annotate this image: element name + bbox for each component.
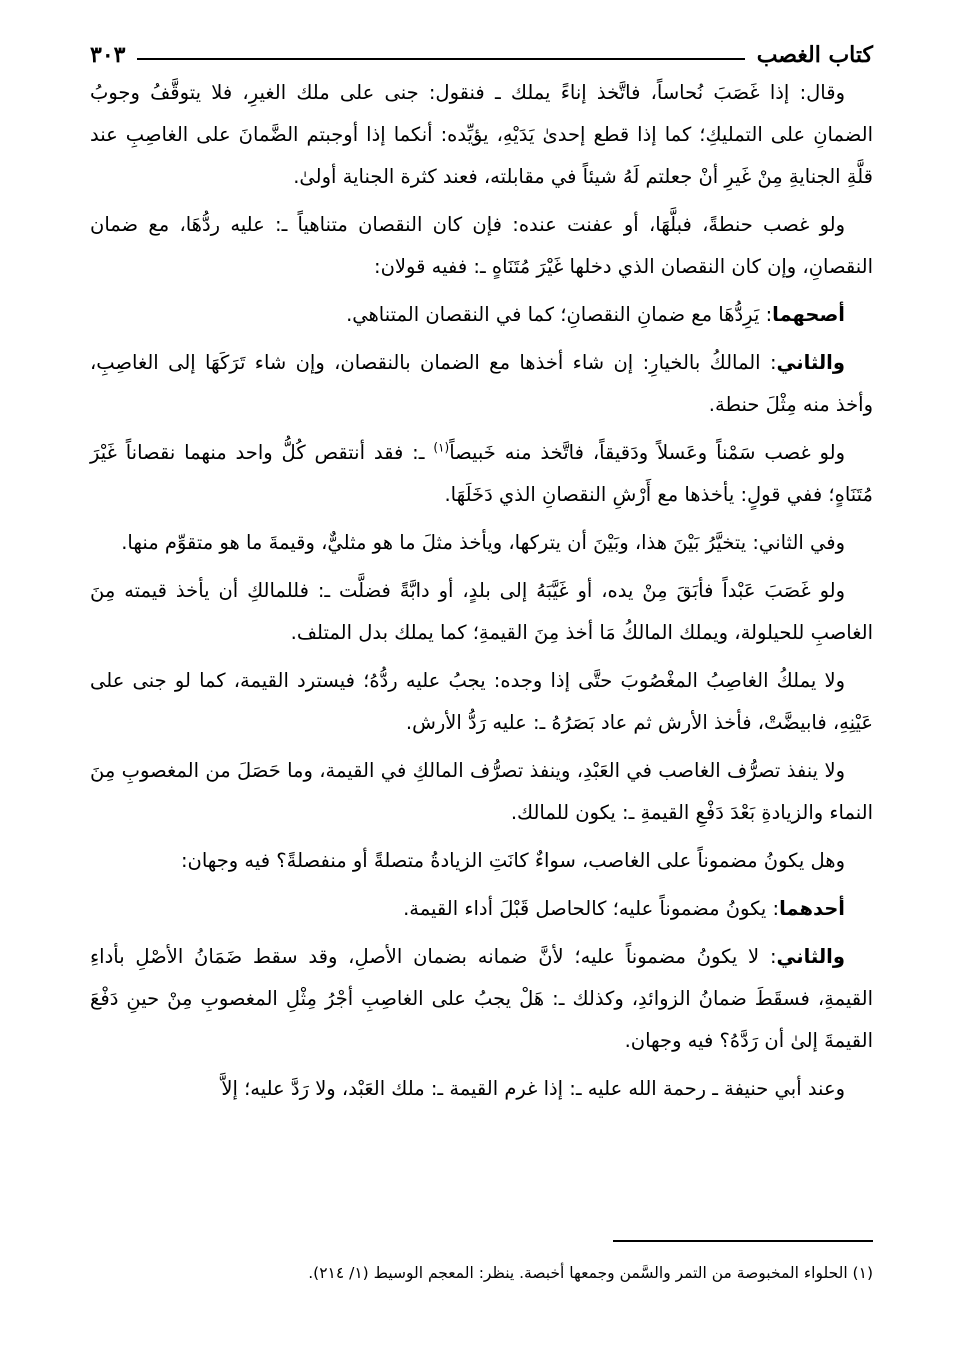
page-number: ٣٠٣ <box>90 42 126 68</box>
paragraph-text: ولو غصب حنطةً، فبلَّهَا، أو عفنت عنده: فإن كان النقصان متناهياً ـ: عليه ردُّهَا، مع ضمان النقصانِ، وإن كان النقصان الذي دخلها غَيْرَ مُتَنَاهٍ ـ: ففيه قولان: <box>90 213 873 278</box>
paragraph-2 <box>90 204 873 288</box>
footnote-marker[interactable]: (١) <box>433 440 450 455</box>
paragraph-text: ولو غصب سَمْناً وعَسلاً ودَقيقاً، فاتَّخذ منه خَبيصاً <box>449 441 845 464</box>
paragraph-6 <box>90 522 873 564</box>
paragraph-text: : يَرِدُّهَا مع ضمانِ النقصانِ؛ كما في النقصان المتناهي. <box>346 303 773 326</box>
header-rule <box>137 58 744 60</box>
paragraph-9 <box>90 750 873 834</box>
paragraph-text-continued: ـ: فقد أنتقص كُلُّ واحد منهما نقصاناً غَيْرَ مُتَنَاهٍ؛ ففي قولٍ: يأخذها مع أَرْشِ النقصانِ الذي دَخَلَهَا. <box>90 441 873 506</box>
paragraph-lead: والثاني <box>776 945 845 968</box>
paragraph-3 <box>90 294 873 336</box>
paragraph-7 <box>90 570 873 654</box>
paragraph-1 <box>90 72 873 198</box>
paragraph-text: وعند أبي حنيفة ـ رحمة الله عليه ـ: إذا غرم القيمة ـ: ملك العَبْد، ولا رَدَّ عليه؛ إلاَّ <box>221 1077 845 1100</box>
paragraph-8 <box>90 660 873 744</box>
paragraph-text: ولا يملكُ الغاصِبُ المغْصُوبَ حتَّى إذا وجده: يجبُ عليه ردُّهُ؛ فيسترد القيمة، كما لو جنى على عَيْنِهِ، فابيضَّتْ، فأخذ الأرش ثم عاد بَصَرُهُ ـ: عليه رَدُّ الأرش. <box>90 669 873 734</box>
paragraph-lead: أحدهما <box>779 897 845 920</box>
running-title: كتاب الغصب <box>756 42 873 68</box>
paragraph-text: : المالكُ بالخيارِ: إن شاء أخذها مع الضمان بالنقصان، وإن شاء تَرَكَهَا إلى الغاصِبِ، وأخذ منه مِثْلَ حنطة. <box>90 351 873 416</box>
page-header <box>90 30 873 66</box>
paragraph-text: ولا ينفذ تصرُّف الغاصب في العَبْدِ، وينفذ تصرُّف المالكِ في القيمة، وما حَصَلَ من المغصوبِ مِنَ النماء والزيادةِ بَعْدَ دَفْعِ القيمةِ ـ: يكون للمالك. <box>90 759 873 824</box>
paragraph-text: : يكونُ مضموناً عليه؛ كالحاصل قَبْلَ أداء القيمة. <box>403 897 780 920</box>
paragraph-text: وفي الثاني: يتخيَّرُ بَيْنَ هذا، وبَيْنَ أن يتركها، ويأخذ مثلَ ما هو مثليٌّ، وقيمةَ ما هو متقوِّم منها. <box>121 531 845 554</box>
paragraph-5 <box>90 432 873 516</box>
paragraph-lead: أصحهما <box>772 303 845 326</box>
paragraph-4 <box>90 342 873 426</box>
paragraph-lead: والثاني <box>776 351 845 374</box>
footnote-rule <box>613 1240 873 1242</box>
paragraph-10 <box>90 840 873 882</box>
paragraph-11 <box>90 888 873 930</box>
paragraph-text: وقال: إذا غَصَبَ نُحاساً، فاتَّخذ إناءً يملك ـ فنقول: جنى على ملك الغيرِ، فلا يتوقَّفُ وجوبُ الضمانِ على التمليكِ؛ كما إذا قطع إحدىٰ يَدَيْهِ، يؤيِّده: أنكما إذا أوجبتم الضَّمانَ على الغاصِبِ عند قلَّةِ الجنايةِ مِنْ غَيرِ أنْ جعلتم لَهُ شيئاً في مقابلته، فعند كثرة الجناية أولىٰ. <box>90 81 873 188</box>
body-text <box>90 72 873 1110</box>
paragraph-13 <box>90 1068 873 1110</box>
paragraph-text: : لا يكونُ مضموناً عليه؛ لأنَّ ضمانه بضمان الأصلِ، وقد سقط ضَمَانُ الأصْلِ بأداءِ القيمةِ، فسقَطَ ضمانُ الزوائدِ، وكذلك ـ: هَلْ يجبُ على الغاصِبِ أجْرُ مِثْلِ المغصوبِ مِنْ حينِ دَفْعَ القيمةَ إلىٰ أن رَدَّهُ؟ فيه وجهان. <box>90 945 873 1052</box>
footnote: (١) الحلواء المخبوصة من التمر والسَّمن وجمعها أخبصة. ينظر: المعجم الوسيط (١/ ٢١٤). <box>308 1264 873 1282</box>
paragraph-12 <box>90 936 873 1062</box>
paragraph-text: وهل يكونُ مضموناً على الغاصب، سواءٌ كانَتِ الزيادةُ متصلةً أو منفصلةً؟ فيه وجهان: <box>180 849 845 872</box>
paragraph-text: ولو غَصَبَ عَبْداً فأبَقَ مِنْ يده، أو غَيَّبَهُ إلى بلدٍ، أو دابَّةً فضلَّت ـ: فللمالكِ أن يأخذ قيمته مِنَ الغاصبِ للحيلولة، ويملك المالكُ مَا أخذ مِنَ القيمةِ؛ كما يملك بدل المتلف. <box>90 579 873 644</box>
